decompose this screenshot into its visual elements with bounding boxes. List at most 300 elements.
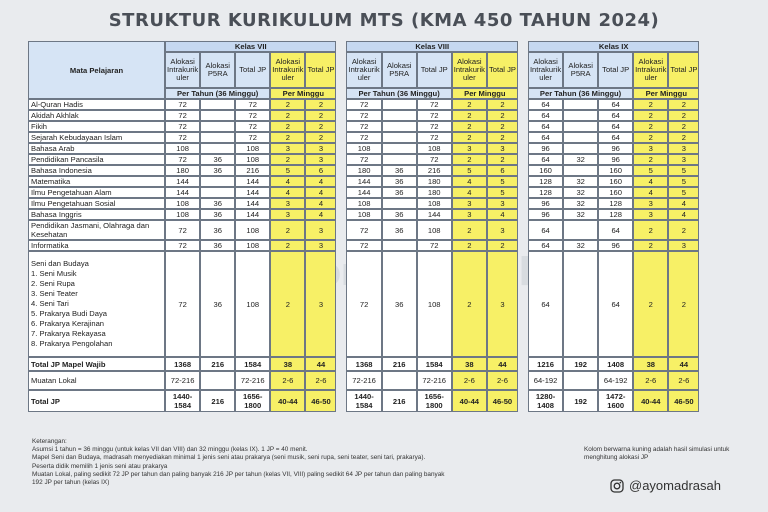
- subject-name: Pendidikan Pancasila: [28, 154, 165, 165]
- cell-viii-1: [382, 154, 417, 165]
- header-ix-col-alokasi-intra-y: Alokasi Intrakurik uler: [633, 52, 668, 88]
- header-viii-col-total-jp: Total JP: [417, 52, 452, 88]
- cell-ix-2: 128: [598, 198, 633, 209]
- cell-vii-4: 3: [305, 240, 336, 251]
- header-ix-per-minggu: Per Minggu: [633, 88, 699, 99]
- cell-viii-0: 144: [346, 187, 381, 198]
- cell-ix-1: [563, 251, 598, 357]
- subject-name: Informatika: [28, 240, 165, 251]
- cell-ix-1: [563, 132, 598, 143]
- cell-viii-0: 72-216: [346, 371, 381, 390]
- cell-vii-3: 5: [270, 165, 305, 176]
- cell-ix-0: 96: [528, 198, 563, 209]
- cell-ix-3: 2: [633, 154, 668, 165]
- cell-vii-2: 72: [235, 99, 270, 110]
- subject-name: Ilmu Pengetahuan Sosial: [28, 198, 165, 209]
- subject-name: Bahasa Inggris: [28, 209, 165, 220]
- cell-viii-4: 2: [487, 110, 518, 121]
- seni-budaya-list: [31, 259, 163, 349]
- cell-vii-2: 1656-1800: [235, 390, 270, 412]
- cell-vii-3: 3: [270, 209, 305, 220]
- cell-vii-4: 3: [305, 143, 336, 154]
- cell-ix-1: 32: [563, 154, 598, 165]
- seni-line: 4. Seni Tari: [31, 299, 69, 308]
- side-note: Kolom berwarna kuning adalah hasil simulasi untuk menghitung alokasi JP: [584, 446, 730, 462]
- cell-vii-0: 108: [165, 209, 200, 220]
- cell-viii-4: 6: [487, 165, 518, 176]
- header-mata-pelajaran: Mata Pelajaran: [28, 41, 165, 99]
- cell-viii-2: 216: [417, 165, 452, 176]
- cell-ix-0: 64: [528, 154, 563, 165]
- cell-viii-2: 72: [417, 121, 452, 132]
- subject-name: Matematika: [28, 176, 165, 187]
- cell-viii-2: 72-216: [417, 371, 452, 390]
- cell-vii-1: 216: [200, 357, 235, 371]
- cell-viii-3: 3: [452, 143, 487, 154]
- header-vii-col-alokasi-intra: Alokasi Intrakurik uler: [165, 52, 200, 88]
- cell-ix-2: 64: [598, 220, 633, 240]
- cell-vii-0: 72: [165, 220, 200, 240]
- cell-vii-4: 3: [305, 251, 336, 357]
- table-row-total-jp: [28, 390, 699, 412]
- cell-vii-1: 36: [200, 198, 235, 209]
- cell-ix-2: 64: [598, 251, 633, 357]
- header-vii-per-tahun: Per Tahun (36 Minggu): [165, 88, 270, 99]
- cell-vii-4: 2: [305, 99, 336, 110]
- cell-viii-0: 72: [346, 121, 381, 132]
- cell-vii-0: 72-216: [165, 371, 200, 390]
- cell-vii-4: 3: [305, 154, 336, 165]
- subject-name: Total JP: [28, 390, 165, 412]
- cell-viii-3: 2: [452, 132, 487, 143]
- cell-ix-4: 2: [668, 99, 699, 110]
- cell-viii-3: 2: [452, 121, 487, 132]
- cell-vii-1: [200, 110, 235, 121]
- cell-viii-0: 72: [346, 154, 381, 165]
- cell-ix-3: 2: [633, 251, 668, 357]
- cell-viii-3: 4: [452, 187, 487, 198]
- cell-viii-2: 108: [417, 220, 452, 240]
- cell-ix-0: 1216: [528, 357, 563, 371]
- cell-ix-0: 64: [528, 220, 563, 240]
- cell-viii-2: 108: [417, 198, 452, 209]
- cell-vii-3: 2: [270, 154, 305, 165]
- cell-vii-4: 4: [305, 176, 336, 187]
- cell-ix-2: 64: [598, 121, 633, 132]
- cell-viii-0: 108: [346, 143, 381, 154]
- header-vii-col-alokasi-p5ra: Alokasi P5RA: [200, 52, 235, 88]
- cell-vii-0: 144: [165, 176, 200, 187]
- cell-vii-0: 180: [165, 165, 200, 176]
- cell-ix-1: 32: [563, 187, 598, 198]
- cell-ix-2: 160: [598, 187, 633, 198]
- cell-ix-1: [563, 220, 598, 240]
- subject-name: [28, 251, 165, 357]
- cell-vii-4: 2: [305, 132, 336, 143]
- cell-vii-3: 2: [270, 240, 305, 251]
- cell-ix-2: 64: [598, 132, 633, 143]
- cell-viii-4: 46-50: [487, 390, 518, 412]
- cell-vii-4: 46-50: [305, 390, 336, 412]
- cell-viii-0: 72: [346, 110, 381, 121]
- header-viii-col-alokasi-intra-y: Alokasi Intrakurik uler: [452, 52, 487, 88]
- cell-viii-1: 36: [382, 176, 417, 187]
- header-viii-per-minggu: Per Minggu: [452, 88, 518, 99]
- cell-ix-0: 160: [528, 165, 563, 176]
- cell-ix-3: 3: [633, 198, 668, 209]
- cell-ix-0: 64: [528, 121, 563, 132]
- cell-viii-3: 3: [452, 209, 487, 220]
- seni-line: 6. Prakarya Kerajinan: [31, 319, 105, 328]
- cell-viii-3: 4: [452, 176, 487, 187]
- header-vii-col-total-jp-y: Total JP: [305, 52, 336, 88]
- table-row: [28, 99, 699, 110]
- cell-vii-2: 72-216: [235, 371, 270, 390]
- cell-viii-4: 2: [487, 132, 518, 143]
- cell-ix-0: 64-192: [528, 371, 563, 390]
- cell-viii-2: 72: [417, 240, 452, 251]
- cell-vii-2: 216: [235, 165, 270, 176]
- cell-viii-3: 2: [452, 154, 487, 165]
- cell-vii-3: 38: [270, 357, 305, 371]
- subject-name: Sejarah Kebudayaan Islam: [28, 132, 165, 143]
- cell-ix-4: 3: [668, 143, 699, 154]
- cell-ix-3: 2: [633, 220, 668, 240]
- cell-vii-2: 72: [235, 132, 270, 143]
- cell-ix-1: [563, 110, 598, 121]
- subject-name: Muatan Lokal: [28, 371, 165, 390]
- cell-viii-1: [382, 121, 417, 132]
- cell-viii-2: 1656-1800: [417, 390, 452, 412]
- cell-viii-1: [382, 99, 417, 110]
- subject-name: Bahasa Indonesia: [28, 165, 165, 176]
- cell-ix-0: 96: [528, 209, 563, 220]
- handle-text: @ayomadrasah: [629, 478, 721, 493]
- table-row: [28, 220, 699, 240]
- page-title: STRUKTUR KURIKULUM MTS (KMA 450 TAHUN 2024): [108, 10, 660, 31]
- cell-viii-1: [382, 143, 417, 154]
- cell-vii-2: 108: [235, 143, 270, 154]
- cell-viii-2: 72: [417, 110, 452, 121]
- cell-ix-4: 44: [668, 357, 699, 371]
- cell-viii-3: 3: [452, 198, 487, 209]
- cell-vii-0: 1368: [165, 357, 200, 371]
- cell-ix-1: 192: [563, 390, 598, 412]
- seni-line: 8. Prakarya Pengolahan: [31, 339, 113, 348]
- cell-ix-0: 64: [528, 251, 563, 357]
- cell-ix-3: 2-6: [633, 371, 668, 390]
- cell-viii-1: 36: [382, 209, 417, 220]
- table-row: [28, 165, 699, 176]
- cell-ix-2: 160: [598, 176, 633, 187]
- cell-vii-1: 36: [200, 240, 235, 251]
- note-line: Peserta didik memilih 1 jenis seni atau prakarya: [32, 462, 168, 470]
- table-row-total-wajib: [28, 357, 699, 371]
- cell-viii-4: 2: [487, 99, 518, 110]
- cell-vii-3: 40-44: [270, 390, 305, 412]
- seni-line: 7. Prakarya Rekayasa: [31, 329, 106, 338]
- header-viii-per-tahun: Per Tahun (36 Minggu): [346, 88, 451, 99]
- table-row-muatan-lokal: [28, 371, 699, 390]
- subject-name: Al-Quran Hadis: [28, 99, 165, 110]
- header-ix-col-total-jp-y: Total JP: [668, 52, 699, 88]
- cell-ix-0: 1280-1408: [528, 390, 563, 412]
- cell-vii-2: 108: [235, 154, 270, 165]
- cell-ix-0: 96: [528, 143, 563, 154]
- cell-vii-1: 216: [200, 390, 235, 412]
- subject-name: Akidah Akhlak: [28, 110, 165, 121]
- cell-ix-3: 2: [633, 99, 668, 110]
- cell-ix-4: 2: [668, 121, 699, 132]
- cell-ix-2: 64: [598, 99, 633, 110]
- cell-ix-2: 96: [598, 143, 633, 154]
- header-kelas-vii: Kelas VII: [165, 41, 336, 52]
- cell-ix-4: 4: [668, 209, 699, 220]
- cell-ix-4: 2: [668, 251, 699, 357]
- cell-ix-4: 3: [668, 240, 699, 251]
- cell-viii-2: 72: [417, 132, 452, 143]
- cell-vii-3: 2: [270, 220, 305, 240]
- cell-vii-3: 2: [270, 251, 305, 357]
- cell-vii-4: 2: [305, 110, 336, 121]
- header-viii-col-alokasi-p5ra: Alokasi P5RA: [382, 52, 417, 88]
- cell-viii-1: [382, 240, 417, 251]
- cell-ix-1: 32: [563, 198, 598, 209]
- cell-viii-4: 5: [487, 176, 518, 187]
- cell-viii-1: 36: [382, 187, 417, 198]
- header-ix-col-total-jp: Total JP: [598, 52, 633, 88]
- cell-vii-1: [200, 121, 235, 132]
- cell-vii-1: [200, 99, 235, 110]
- cell-viii-0: 108: [346, 198, 381, 209]
- cell-ix-2: 64-192: [598, 371, 633, 390]
- cell-viii-4: 3: [487, 220, 518, 240]
- cell-vii-0: 108: [165, 198, 200, 209]
- cell-ix-0: 128: [528, 187, 563, 198]
- cell-ix-2: 128: [598, 209, 633, 220]
- note-line: 192 JP per tahun (kelas IX): [32, 479, 110, 487]
- cell-viii-0: 72: [346, 220, 381, 240]
- header-ix-col-alokasi-p5ra: Alokasi P5RA: [563, 52, 598, 88]
- instagram-icon: [610, 479, 624, 493]
- cell-ix-1: 32: [563, 176, 598, 187]
- cell-ix-4: 5: [668, 165, 699, 176]
- cell-ix-0: 128: [528, 176, 563, 187]
- cell-vii-1: [200, 143, 235, 154]
- cell-vii-3: 3: [270, 198, 305, 209]
- cell-vii-0: 108: [165, 143, 200, 154]
- cell-viii-3: 2: [452, 251, 487, 357]
- cell-ix-4: 5: [668, 187, 699, 198]
- cell-vii-1: [200, 371, 235, 390]
- table-row: [28, 198, 699, 209]
- cell-viii-2: 144: [417, 209, 452, 220]
- cell-vii-0: 72: [165, 132, 200, 143]
- cell-ix-2: 160: [598, 165, 633, 176]
- cell-viii-0: 180: [346, 165, 381, 176]
- cell-vii-1: [200, 176, 235, 187]
- table-row: [28, 143, 699, 154]
- cell-ix-4: 2-6: [668, 371, 699, 390]
- cell-viii-3: 5: [452, 165, 487, 176]
- cell-vii-4: 4: [305, 209, 336, 220]
- cell-ix-4: 4: [668, 198, 699, 209]
- cell-ix-3: 38: [633, 357, 668, 371]
- header-kelas-viii: Kelas VIII: [346, 41, 517, 52]
- cell-viii-4: 3: [487, 198, 518, 209]
- cell-viii-2: 108: [417, 251, 452, 357]
- cell-ix-1: 192: [563, 357, 598, 371]
- cell-ix-4: 2: [668, 132, 699, 143]
- cell-ix-1: 32: [563, 240, 598, 251]
- cell-vii-1: 36: [200, 154, 235, 165]
- seni-line: 3. Seni Teater: [31, 289, 78, 298]
- cell-vii-2: 144: [235, 209, 270, 220]
- notes: [32, 438, 592, 487]
- cell-vii-3: 2: [270, 110, 305, 121]
- cell-ix-4: 5: [668, 176, 699, 187]
- header-ix-col-alokasi-intra: Alokasi Intrakurik uler: [528, 52, 563, 88]
- cell-viii-1: [382, 110, 417, 121]
- cell-viii-1: 216: [382, 390, 417, 412]
- cell-viii-1: 36: [382, 251, 417, 357]
- cell-ix-3: 2: [633, 240, 668, 251]
- note-line: Muatan Lokal, paling sedikit 72 JP per tahun dan paling banyak 216 JP per tahun (kelas VII, VIII) paling sedikit 64 JP per tahun dan paling banyak: [32, 470, 445, 478]
- cell-viii-1: 36: [382, 220, 417, 240]
- cell-viii-4: 4: [487, 209, 518, 220]
- header-vii-col-alokasi-intra-y: Alokasi Intrakurik uler: [270, 52, 305, 88]
- cell-vii-2: 72: [235, 121, 270, 132]
- cell-vii-1: 36: [200, 209, 235, 220]
- subject-name: Ilmu Pengetahuan Alam: [28, 187, 165, 198]
- cell-vii-0: 72: [165, 154, 200, 165]
- cell-vii-3: 2: [270, 132, 305, 143]
- cell-ix-2: 96: [598, 154, 633, 165]
- cell-ix-1: [563, 165, 598, 176]
- cell-vii-0: 72: [165, 121, 200, 132]
- cell-vii-0: 72: [165, 251, 200, 357]
- cell-ix-3: 4: [633, 176, 668, 187]
- cell-viii-0: 72: [346, 132, 381, 143]
- cell-viii-1: [382, 371, 417, 390]
- subject-name: Pendidikan Jasmani, Olahraga dan Kesehatan: [28, 220, 165, 240]
- cell-vii-3: 4: [270, 176, 305, 187]
- cell-ix-3: 5: [633, 165, 668, 176]
- seni-line: 1. Seni Musik: [31, 269, 77, 278]
- cell-vii-4: 3: [305, 220, 336, 240]
- header-vii-col-total-jp: Total JP: [235, 52, 270, 88]
- cell-ix-3: 2: [633, 110, 668, 121]
- cell-ix-0: 64: [528, 240, 563, 251]
- table-row: [28, 154, 699, 165]
- cell-vii-4: 6: [305, 165, 336, 176]
- cell-vii-4: 4: [305, 187, 336, 198]
- cell-ix-1: [563, 121, 598, 132]
- table-row: [28, 110, 699, 121]
- cell-viii-3: 38: [452, 357, 487, 371]
- cell-viii-3: 40-44: [452, 390, 487, 412]
- cell-viii-4: 2-6: [487, 371, 518, 390]
- cell-ix-4: 46-50: [668, 390, 699, 412]
- cell-vii-2: 144: [235, 187, 270, 198]
- cell-viii-4: 5: [487, 187, 518, 198]
- cell-vii-3: 2: [270, 99, 305, 110]
- note-line: Mapel Seni dan Budaya, madrasah menyediakan minimal 1 jenis seni atau prakarya (seni musik, seni rupa, seni teater, seni tari, prakarya).: [32, 454, 426, 462]
- cell-ix-2: 64: [598, 110, 633, 121]
- cell-vii-2: 144: [235, 198, 270, 209]
- cell-vii-4: 4: [305, 198, 336, 209]
- cell-vii-4: 44: [305, 357, 336, 371]
- cell-viii-4: 2: [487, 121, 518, 132]
- seni-line: Seni dan Budaya: [31, 259, 89, 268]
- cell-viii-2: 180: [417, 187, 452, 198]
- cell-viii-0: 72: [346, 99, 381, 110]
- cell-ix-0: 64: [528, 110, 563, 121]
- table-row: [28, 240, 699, 251]
- cell-ix-4: 2: [668, 220, 699, 240]
- cell-vii-4: 2: [305, 121, 336, 132]
- table-row: [28, 209, 699, 220]
- cell-viii-2: 72: [417, 154, 452, 165]
- cell-vii-1: 36: [200, 165, 235, 176]
- cell-viii-3: 2: [452, 240, 487, 251]
- table-row-seni: [28, 251, 699, 357]
- cell-viii-3: 2: [452, 220, 487, 240]
- cell-vii-2: 108: [235, 240, 270, 251]
- seni-line: 5. Prakarya Budi Daya: [31, 309, 107, 318]
- cell-viii-2: 72: [417, 99, 452, 110]
- cell-ix-2: 1472-1600: [598, 390, 633, 412]
- cell-viii-3: 2: [452, 99, 487, 110]
- cell-viii-1: 216: [382, 357, 417, 371]
- cell-ix-3: 2: [633, 121, 668, 132]
- cell-viii-4: 44: [487, 357, 518, 371]
- cell-ix-1: 32: [563, 209, 598, 220]
- cell-viii-0: 72: [346, 240, 381, 251]
- cell-viii-4: 2: [487, 154, 518, 165]
- header-viii-col-total-jp-y: Total JP: [487, 52, 518, 88]
- cell-viii-4: 2: [487, 240, 518, 251]
- cell-vii-3: 2-6: [270, 371, 305, 390]
- cell-viii-0: 144: [346, 176, 381, 187]
- cell-ix-3: 3: [633, 143, 668, 154]
- cell-vii-2: 1584: [235, 357, 270, 371]
- table-row: [28, 121, 699, 132]
- cell-viii-1: [382, 132, 417, 143]
- cell-vii-1: 36: [200, 251, 235, 357]
- cell-vii-3: 4: [270, 187, 305, 198]
- subject-name: Total JP Mapel Wajib: [28, 357, 165, 371]
- cell-viii-2: 180: [417, 176, 452, 187]
- cell-vii-2: 72: [235, 110, 270, 121]
- cell-ix-3: 3: [633, 209, 668, 220]
- table-row: [28, 176, 699, 187]
- table-row: [28, 187, 699, 198]
- cell-viii-0: 108: [346, 209, 381, 220]
- cell-viii-1: 36: [382, 165, 417, 176]
- cell-viii-0: 1440-1584: [346, 390, 381, 412]
- header-vii-per-minggu: Per Minggu: [270, 88, 336, 99]
- cell-vii-0: 144: [165, 187, 200, 198]
- header-kelas-ix: Kelas IX: [528, 41, 699, 52]
- cell-ix-1: [563, 99, 598, 110]
- cell-ix-1: [563, 371, 598, 390]
- header-viii-col-alokasi-intra: Alokasi Intrakurik uler: [346, 52, 381, 88]
- cell-ix-3: 4: [633, 187, 668, 198]
- cell-viii-2: 1584: [417, 357, 452, 371]
- cell-vii-3: 2: [270, 121, 305, 132]
- curriculum-table: [28, 41, 699, 412]
